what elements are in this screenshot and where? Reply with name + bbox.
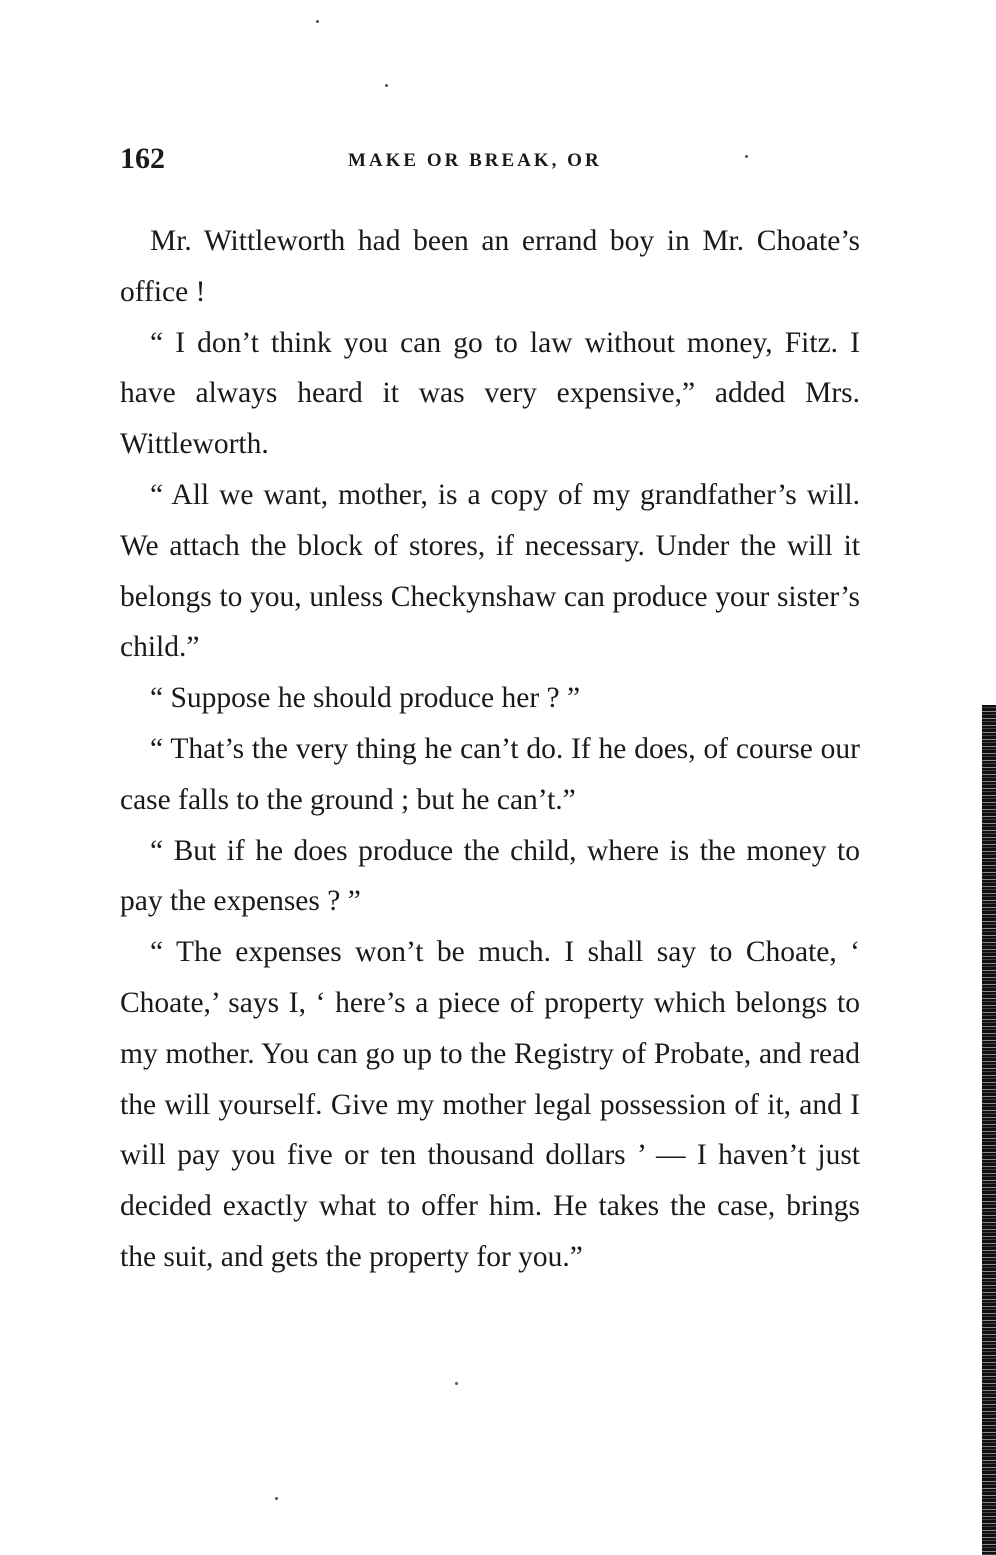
scan-speck [745,155,748,158]
paragraph: “ Suppose he should produce her ? ” [150,682,581,715]
page-number: 162 [120,142,165,175]
scan-speck [385,84,388,87]
scanned-page-edge [982,705,996,1555]
scan-speck [455,1382,458,1385]
paragraph: “ I don’t think you can go to law without money, Fitz. I have always heard it was very expensive,” added Mrs. Wittleworth. [120,326,860,461]
running-title: MAKE OR BREAK, OR [348,150,602,171]
scan-speck [275,1497,278,1500]
paragraph: Mr. Wittleworth had been an errand boy in Mr. Choate’s office ! [120,225,860,308]
paragraph: “ The expenses won’t be much. I shall say to Choate, ‘ Choate,’ says I, ‘ here’s a piece of property which belongs to my mother. You can go up to the Registry of Probate, and read the will yourself. Give my mother legal possession of it, and I will pay you five or ten thousand dollars ’ — I haven’t just decided exactly what to offer him. He takes the case, brings the suit, and gets the property for you.” [120,936,860,1273]
page-header [120,142,860,182]
scan-speck [316,20,319,23]
paragraph: “ All we want, mother, is a copy of my grandfather’s will. We attach the block of stores, if necessary. Under the will it belongs to you, unless Checkynshaw can produce your sister’s child.” [120,478,860,664]
paragraph: “ That’s the very thing he can’t do. If he does, of course our case falls to the ground ; but he can’t.” [120,732,860,816]
paragraph: “ But if he does produce the child, where is the money to pay the expenses ? ” [120,834,860,918]
body-text [120,216,860,1283]
